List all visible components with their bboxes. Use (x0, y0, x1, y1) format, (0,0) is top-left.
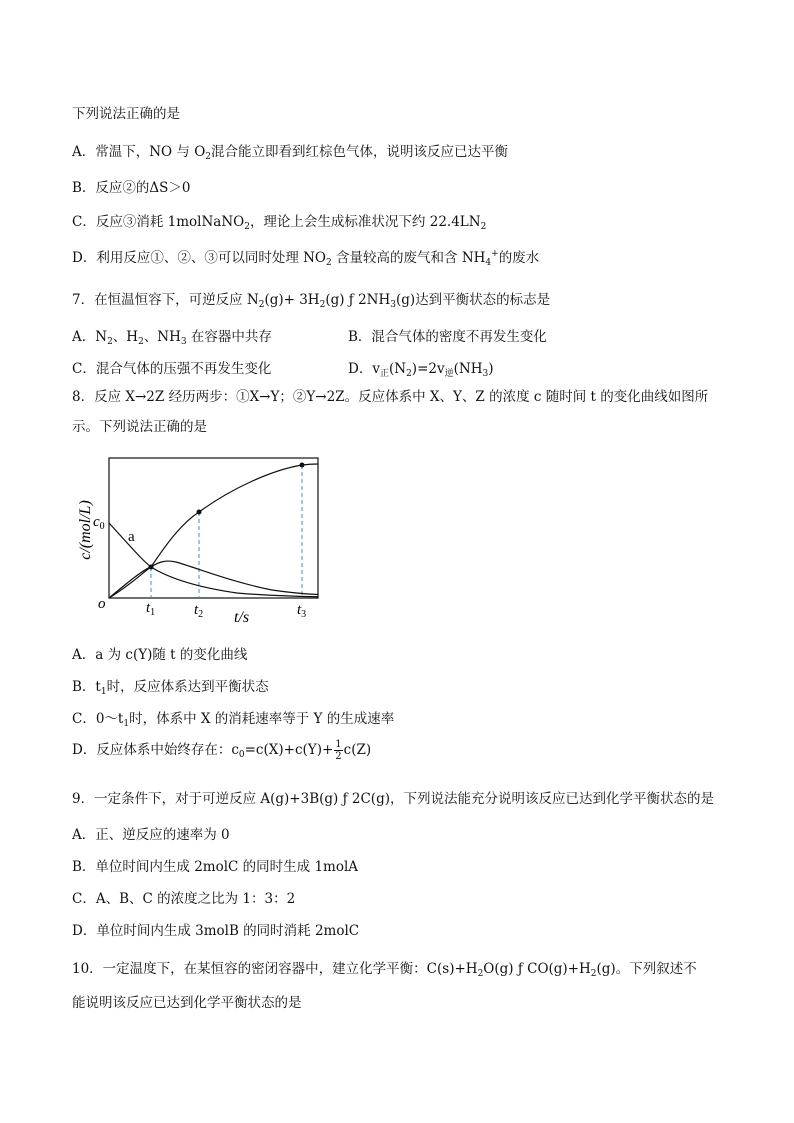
plot-frame (109, 458, 318, 598)
q9-option-c: C．A、B、C 的浓度之比为 1：3：2 (72, 891, 296, 907)
q8-option-b: B．$t_1$时，反应体系达到平衡状态 (72, 679, 269, 697)
curve-z (109, 464, 318, 598)
q8-option-d: D．反应体系中始终存在：$c_0=c(X)+c(Y)+$ $\frac{1}{2}$ c(Z) (72, 739, 372, 762)
x-axis-label: t/s (234, 609, 250, 626)
q10-stem-line1: 10．一定温度下，在某恒容的密闭容器中，建立化学平衡：$C(s)+H_2O(g)$ ƒ $CO(g)+H_2(g)$。下列叙述不 (72, 961, 697, 979)
q6-option-c: C．反应③消耗 1molNaNO$_2$，理论上会生成标准状况下约 $22.4LN_2$ (72, 214, 487, 232)
y-axis-label: c/(mol/L) (77, 500, 94, 560)
q9-option-d: D．单位时间内生成 3molB 的同时消耗 2molC (72, 923, 360, 939)
curve-a-label: a (128, 529, 135, 545)
q9-option-a: A．正、逆反应的速率为 0 (72, 827, 230, 843)
q7-option-b: B．混合气体的密度不再发生变化 (348, 329, 547, 345)
q6-option-d: D．利用反应①、②、③可以同时处理 $NO_2$ 含量较高的废气和含 $NH_4^+$的废水 (72, 249, 540, 268)
t2-marker (197, 510, 202, 515)
t1-marker (149, 565, 154, 570)
q7-option-a: A．$N_2$、$H_2$、$NH_3$ 在容器中共存 (72, 329, 272, 347)
t3-marker (300, 463, 305, 468)
q9-stem: 9．一定条件下，对于可逆反应 A(g)+3B(g) ƒ 2C(g)，下列说法能充分说明该反应已达到化学平衡状态的是 (72, 791, 714, 807)
q6-option-a: A．常温下，NO 与 $O_2$混合能立即看到红棕色气体，说明该反应已达平衡 (72, 144, 509, 162)
one-half-fraction: $\frac{1}{2}$ (335, 739, 342, 762)
q6-stem: 下列说法正确的是 (72, 106, 180, 122)
q8-stem: 8．反应 X→2Z 经历两步：①X→Y；②Y→2Z。反应体系中 X、Y、Z 的浓度 c 随时间 t 的变化曲线如图所示。下列说法正确的是 (72, 389, 709, 435)
t2-label: $t_2$ (194, 602, 204, 620)
q6-option-b: B．反应②的ΔS＞0 (72, 180, 191, 196)
q7-stem: 7．在恒温恒容下，可逆反应 $N_2(g)+ 3H_2(g)$ ƒ $2NH_3(g)$达到平衡状态的标志是 (72, 292, 551, 310)
concentration-time-figure (72, 448, 342, 628)
q8-option-a: A．a 为 c(Y)随 t 的变化曲线 (72, 647, 248, 663)
curve-y (109, 561, 318, 598)
q7-option-d: D．$v_正(N_2)=2v_逆(NH_3)$ (348, 361, 494, 379)
origin-label: o (98, 596, 106, 612)
t3-label: $t_3$ (297, 602, 307, 620)
q9-option-b: B．单位时间内生成 2molC 的同时生成 1molA (72, 859, 359, 875)
t1-label: $t_1$ (146, 600, 156, 618)
q7-option-c: C．混合气体的压强不再发生变化 (72, 361, 272, 377)
q8-option-c: C．$0\sim t_1$时，体系中 X 的消耗速率等于 Y 的生成速率 (72, 711, 395, 729)
c0-label: $c_0$ (93, 514, 105, 532)
q10-stem-line2: 能说明该反应已达到化学平衡状态的是 (72, 995, 302, 1011)
curve-a-x (109, 523, 318, 597)
